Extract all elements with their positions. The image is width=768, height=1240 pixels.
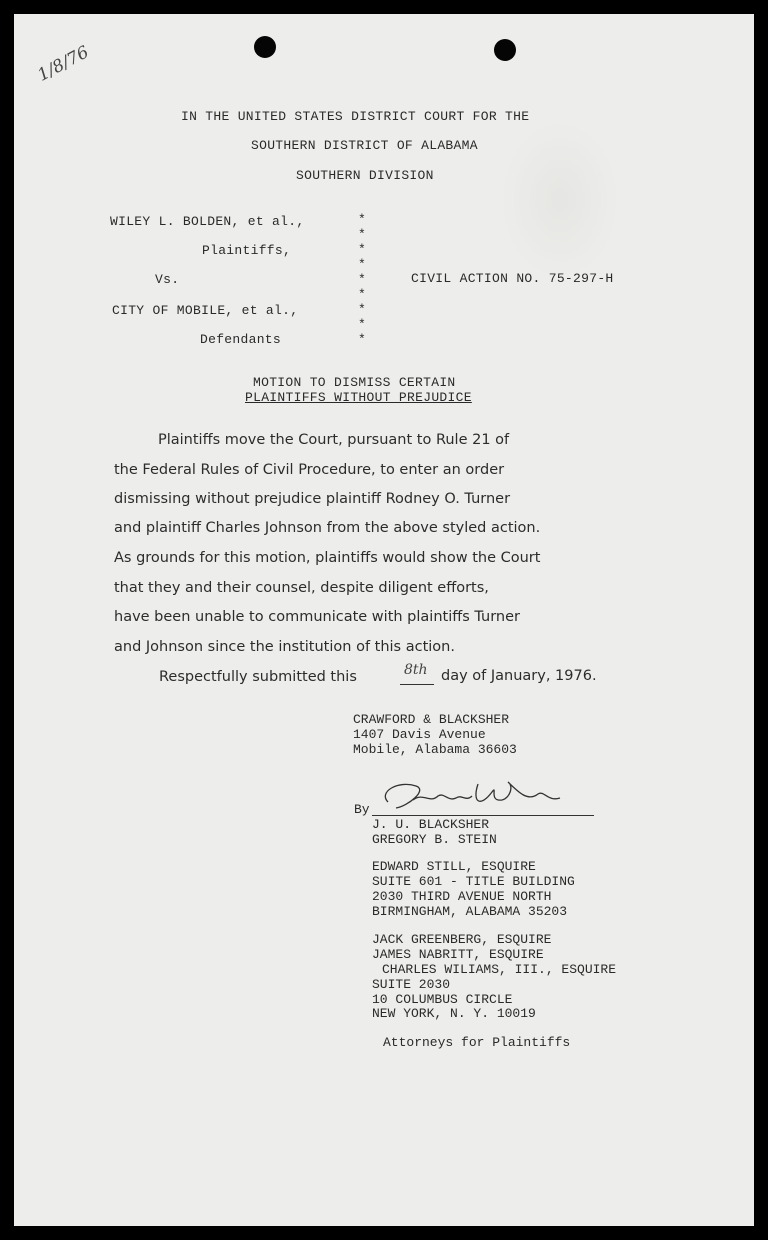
asterisk: * [358, 242, 367, 257]
motion-title-line2: PLAINTIFFS WITHOUT PREJUDICE [245, 390, 472, 405]
versus-label: Vs. [155, 272, 180, 287]
defendant-name: CITY OF MOBILE, et al., [112, 303, 299, 318]
court-header-line1: IN THE UNITED STATES DISTRICT COURT FOR THE [181, 109, 530, 124]
attorneys-closing: Attorneys for Plaintiffs [383, 1035, 571, 1050]
firm-city: Mobile, Alabama 36603 [353, 742, 517, 757]
body-line: As grounds for this motion, plaintiffs would show the Court [114, 550, 541, 566]
still-name: EDWARD STILL, ESQUIRE [372, 859, 536, 874]
greenberg-name1: JACK GREENBERG, ESQUIRE [372, 932, 552, 947]
defendant-role: Defendants [200, 332, 282, 347]
greenberg-street: 10 COLUMBUS CIRCLE [372, 992, 513, 1007]
motion-title-line1: MOTION TO DISMISS CERTAIN [253, 375, 456, 390]
asterisk: * [358, 332, 367, 347]
paper-stain [500, 120, 620, 280]
signature-by-label: By [354, 802, 370, 817]
submitted-suffix: day of January, 1976. [441, 668, 597, 684]
body-line: and plaintiff Charles Johnson from the above styled action. [114, 520, 541, 536]
body-line: and Johnson since the institution of this action. [114, 639, 455, 655]
asterisk: * [358, 227, 367, 242]
handwritten-signature [368, 772, 578, 818]
signer-2: GREGORY B. STEIN [372, 832, 497, 847]
submitted-prefix: Respectfully submitted this [159, 669, 357, 685]
signer-1: J. U. BLACKSHER [372, 817, 490, 832]
submitted-day-handwritten: 8th [404, 662, 428, 678]
asterisk: * [358, 272, 367, 287]
greenberg-city: NEW YORK, N. Y. 10019 [372, 1006, 536, 1021]
body-line: Plaintiffs move the Court, pursuant to Rule 21 of [158, 432, 510, 448]
asterisk: * [358, 302, 367, 317]
greenberg-name2: JAMES NABRITT, ESQUIRE [372, 947, 544, 962]
punch-hole-left [254, 36, 276, 58]
greenberg-suite: SUITE 2030 [372, 977, 451, 992]
asterisk: * [358, 257, 367, 272]
greenberg-name3: CHARLES WILIAMS, III., ESQUIRE [382, 962, 617, 977]
asterisk: * [358, 287, 367, 302]
asterisk: * [358, 317, 367, 332]
plaintiff-role: Plaintiffs, [202, 243, 292, 258]
body-line: the Federal Rules of Civil Procedure, to enter an order [114, 462, 505, 478]
still-street: 2030 THIRD AVENUE NORTH [372, 889, 552, 904]
plaintiff-name: WILEY L. BOLDEN, et al., [110, 214, 305, 229]
body-line: that they and their counsel, despite diligent efforts, [114, 580, 489, 596]
court-header-line2: SOUTHERN DISTRICT OF ALABAMA [251, 138, 478, 153]
punch-hole-right [494, 39, 516, 61]
day-underline [400, 684, 434, 685]
still-suite: SUITE 601 - TITLE BUILDING [372, 874, 575, 889]
firm-street: 1407 Davis Avenue [353, 727, 486, 742]
handwritten-date: 1/8/76 [34, 42, 93, 86]
still-city: BIRMINGHAM, ALABAMA 35203 [372, 904, 568, 919]
body-line: have been unable to communicate with plaintiffs Turner [114, 609, 520, 625]
signature-line [372, 815, 594, 816]
civil-action-number: CIVIL ACTION NO. 75-297-H [411, 271, 614, 286]
court-header-line3: SOUTHERN DIVISION [296, 168, 434, 183]
body-line: dismissing without prejudice plaintiff Rodney O. Turner [114, 491, 511, 507]
firm-name: CRAWFORD & BLACKSHER [353, 712, 510, 727]
asterisk: * [358, 212, 367, 227]
